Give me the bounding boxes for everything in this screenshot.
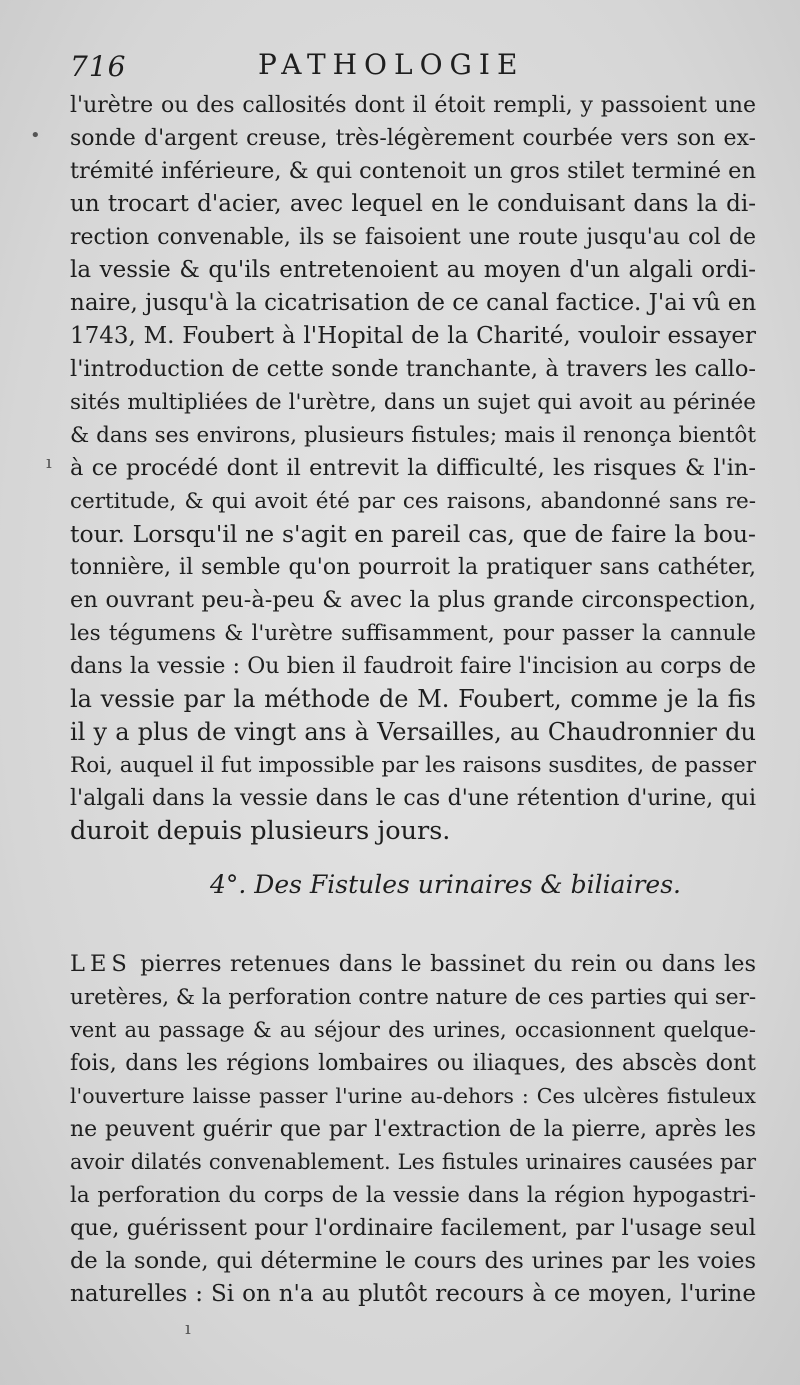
text-line: avoir dilatés convenablement. Les fistules urinaires causées par <box>70 1150 756 1174</box>
running-title: PATHOLOGIE <box>258 48 525 81</box>
text-line: tour. Lorsqu'il ne s'agit en pareil cas, que de faire la bou- <box>70 520 756 548</box>
text-line: tonnière, il semble qu'on pourroit la pratiquer sans cathéter, <box>70 555 756 580</box>
text-line: il y a plus de vingt ans à Versailles, au Chaudronnier du <box>70 718 756 746</box>
text-line: naire, jusqu'à la cicatrisation de ce canal factice. J'ai vû en <box>70 290 757 316</box>
text-line: les tégumens & l'urètre suffisamment, pour passer la cannule <box>70 621 756 646</box>
text-line: rection convenable, ils se faisoient une route jusqu'au col de <box>70 225 756 250</box>
page-number: 716 <box>70 50 127 83</box>
text-line: l'introduction de cette sonde tranchante, à travers les callo- <box>70 356 756 382</box>
text-line: dans la vessie : Ou bien il faudroit faire l'incision au corps de <box>70 654 756 679</box>
running-head <box>70 44 760 84</box>
ink-speck: • <box>30 125 41 146</box>
first-line-text: pierres retenues dans le bassinet du rein ou dans les <box>140 951 757 977</box>
text-line: 1743, M. Foubert à l'Hopital de la Charité, vouloir essayer <box>70 323 756 349</box>
text-line: fois, dans les régions lombaires ou iliaques, des abscès dont <box>70 1051 756 1076</box>
text-line: la vessie & qu'ils entretenoient au moyen d'un algali ordi- <box>70 257 756 283</box>
text-line: naturelles : Si on n'a au plutôt recours à ce moyen, l'urine <box>70 1281 756 1307</box>
text-line: trémité inférieure, & qui contenoit un gros stilet terminé en <box>70 158 756 184</box>
text-line: Roi, auquel il fut impossible par les raisons susdites, de passer <box>70 753 756 778</box>
text-line-first <box>70 948 756 981</box>
text-line: vent au passage & au séjour des urines, occasionnent quelque- <box>70 1018 756 1042</box>
small-caps-opening: LES <box>70 951 132 977</box>
text-line: que, guérissent pour l'ordinaire facilement, par l'usage seul <box>70 1215 756 1241</box>
text-line: la vessie par la méthode de M. Foubert, comme je la fis <box>70 685 756 713</box>
text-line: certitude, & qui avoit été par ces raisons, abandonné sans re- <box>70 489 756 514</box>
text-line: l'urètre ou des callosités dont il étoit rempli, y passoient une <box>70 93 756 118</box>
text-line: & dans ses environs, plusieurs fistules; mais il renonça bientôt <box>70 423 756 448</box>
text-line: en ouvrant peu-à-peu & avec la plus grande circonspection, <box>70 587 756 613</box>
text-line: de la sonde, qui détermine le cours des urines par les voies <box>70 1248 756 1274</box>
text-line: uretères, & la perforation contre nature de ces parties qui ser- <box>70 985 757 1010</box>
text-line: l'ouverture laisse passer l'urine au-dehors : Ces ulcères fistuleux <box>70 1084 756 1108</box>
text-line: sités multipliées de l'urètre, dans un sujet qui avoit au périnée <box>70 390 756 415</box>
text-line: duroit depuis plusieurs jours. <box>70 816 451 846</box>
text-line: ne peuvent guérir que par l'extraction de la pierre, après les <box>70 1117 756 1142</box>
ink-speck: ı <box>185 1318 191 1339</box>
text-line: à ce procédé dont il entrevit la difficulté, les risques & l'in- <box>70 455 756 481</box>
text-line: la perforation du corps de la vessie dans la région hypogastri- <box>70 1183 756 1208</box>
section-heading: 4°. Des Fistules urinaires & biliaires. <box>210 870 681 899</box>
text-line: l'algali dans la vessie dans le cas d'une rétention d'urine, qui <box>70 786 756 811</box>
ink-speck: ı <box>46 452 52 473</box>
text-line: un trocart d'acier, avec lequel en le conduisant dans la di- <box>70 191 756 217</box>
text-line: sonde d'argent creuse, très-légèrement courbée vers son ex- <box>70 126 756 151</box>
